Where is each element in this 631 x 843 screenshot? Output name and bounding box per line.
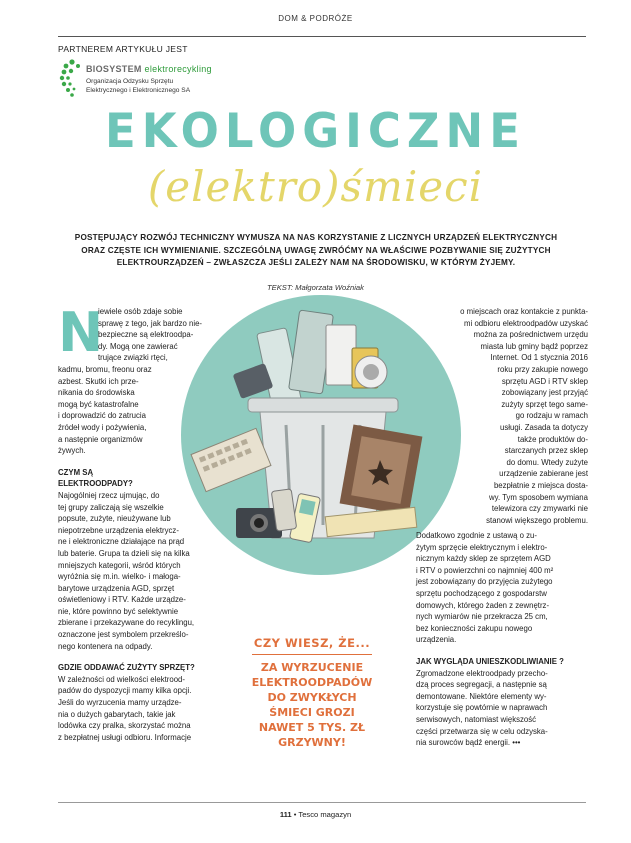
text-line: zużyty sprzęt tego same- <box>501 399 588 409</box>
text-line: wy. Tym sposobem wymiana <box>489 492 588 502</box>
text-line: nikania do środowiska <box>58 388 135 398</box>
text-line: do domu. Wtedy zużyte <box>506 457 588 467</box>
text-line: nych wymiarów nie przekracza 25 cm, <box>416 612 548 622</box>
text-line: iewiele osób zdaje sobie <box>98 307 183 316</box>
left-intro-block <box>98 306 232 364</box>
headline-main: EKOLOGICZNE <box>105 102 526 159</box>
text-line: źródeł wody i pożywienia, <box>58 422 147 432</box>
tip-line: NAWET 5 TYS. ZŁ <box>258 721 366 734</box>
subheading: GDZIE ODDAWAĆ ZUŻYTY SPRZĘT? <box>58 663 195 673</box>
text-line: części przetwarza się w celu odzyska- <box>416 726 548 736</box>
text-line: urządzenie zabierane jest <box>499 469 588 479</box>
text-line: zbierane i przekazywane do recyklingu, <box>58 618 195 628</box>
text-line: domowych, którego żaden z zewnętrz- <box>416 600 550 610</box>
text-line: Dodatkowo zgodnie z ustawą o zu- <box>416 531 537 540</box>
partner-label: PARTNEREM ARTYKUŁU JEST <box>58 44 188 54</box>
text-line: demontowane. Niektóre elementy wy- <box>416 691 547 701</box>
subheading: ELEKTROODPADY? <box>58 479 133 489</box>
tip-line: GRZYWNY! <box>278 736 346 749</box>
text-line: z bezpłatnej usługi odbioru. Informacje <box>58 732 192 742</box>
left-column-body <box>58 364 238 743</box>
text-line: nia o dużych gabarytach, takie jak <box>58 709 176 719</box>
text-line: go rodzaju w ramach <box>515 411 588 421</box>
text-line: bezpłatnie z miejsca dosta- <box>493 480 588 490</box>
text-line: padów do dyspozycji mamy kilka opcji. <box>58 686 192 696</box>
text-line: nie, które powinno być selektywnie <box>58 606 179 616</box>
text-line: i doprowadzić do zatrucia <box>58 411 146 421</box>
text-line: żytym sprzęcie elektrycznym i elektro- <box>416 542 548 552</box>
headline-script: (elektro)śmieci <box>147 162 484 211</box>
did-you-know-body <box>244 660 380 750</box>
text-line: telewizora czy zmywarki nie <box>491 504 588 514</box>
page-footer <box>0 810 631 819</box>
text-line: ne i elektroniczne działające na prąd <box>58 537 185 547</box>
text-line: starczanych przez sklep <box>504 446 588 456</box>
section-label: DOM & PODRÓŻE <box>278 14 353 23</box>
text-line: sprawę z tego, jak bardzo nie- <box>98 318 203 328</box>
subheading: CZYM SĄ <box>58 467 94 477</box>
text-line: tej grupy zaliczają się wszelkie <box>58 502 164 512</box>
text-line: lub baterie. Grupa ta dzieli się na kilka <box>58 548 190 558</box>
text-line: bezpieczne są elektroodpa- <box>98 330 194 340</box>
text-line: azbest. Skutki ich prze- <box>58 376 139 386</box>
text-line: Internet. Od 1 stycznia 2016 <box>490 353 588 363</box>
text-line: popsute, zużyte, nieużywane lub <box>58 514 171 524</box>
brand-name <box>86 64 212 74</box>
magazine-name: • Tesco magazyn <box>293 810 352 819</box>
tip-line: ELEKTROODPADÓW <box>251 676 373 689</box>
text-line: lodówka czy pralka, skorzystać można <box>58 721 191 731</box>
text-line: mniejszych kategorii, wśród których <box>58 560 181 570</box>
did-you-know-heading: CZY WIESZ, ŻE... <box>253 636 371 650</box>
biosystem-logo-icon <box>58 58 86 98</box>
author-credit: TEKST: Małgorzata Woźniak <box>267 283 364 292</box>
text-line: kadmu, bromu, freonu oraz <box>58 365 152 374</box>
text-line: wyróżnia się m.in. wielko- i małoga- <box>58 572 181 582</box>
text-line: Jeśli do wyrzucenia mamy urządze- <box>58 698 182 708</box>
header-rule <box>58 36 586 37</box>
brand-part-b: elektrorecykling <box>144 64 212 74</box>
footer-rule <box>58 802 586 803</box>
org-description <box>86 78 190 95</box>
text-line: roku przy zakupie nowego <box>497 364 588 374</box>
page-number: 111 <box>279 810 292 819</box>
text-line: także produktów do- <box>517 434 588 444</box>
text-line: nia surowców bądź energii. ••• <box>416 738 521 748</box>
text-line: można za pośrednictwem urzędu <box>473 330 588 340</box>
tip-line: ŚMIECI GROZI <box>269 706 355 719</box>
subheading: JAK WYGLĄDA UNIESZKODLIWIANIE ? <box>416 656 564 666</box>
org-line: Organizacja Odzysku Sprzętu <box>86 78 174 85</box>
text-line: stanowi większego problemu. <box>486 515 588 525</box>
text-line: Zgromadzone elektroodpady przecho- <box>416 668 548 678</box>
text-line: o miejscach oraz kontakcie z punkta- <box>460 307 588 316</box>
text-line: miasta lub gminy bądź poprzez <box>480 341 588 351</box>
right-column-upper <box>398 306 588 526</box>
text-line: korzystuje się powtórnie w naprawach <box>416 703 548 713</box>
brand-part-a: BIOSYSTEM <box>86 64 142 74</box>
drop-cap: N <box>58 301 104 364</box>
text-line: bez konieczności zakupu nowego <box>416 623 533 633</box>
text-line: zobowiązany jest przyjąć <box>501 388 588 398</box>
text-line: W zależności od wielkości elektrood- <box>58 674 185 684</box>
text-line: a następnie organizmów <box>58 434 143 444</box>
text-line: Najogólniej rzecz ujmując, do <box>58 490 160 500</box>
lead-paragraph: POSTĘPUJĄCY ROZWÓJ TECHNICZNY WYMUSZA NA NAS KORZYSTANIE Z LICZNYCH URZĄDZEŃ ELEKTRYCZNYCH ORAZ CZĘSTE ICH WYMIENIANIE. SZCZEGÓLNĄ UWAGĘ ZWRÓĆMY NA WŁAŚCIWE POZBYWANIE SIĘ ZUŻYTYCH ELEKTROURZĄDZEŃ – ZWŁASZCZA JEŚLI ZALEŻY NAM NA ŚRODOWISKU, W KTÓRYM ŻYJEMY. <box>74 233 558 267</box>
text-line: jest zobowiązany do przyjęcia zużytego <box>416 577 553 587</box>
text-line: nego kontenera na odpady. <box>58 641 153 651</box>
text-line: niepotrzebne urządzenia elektrycz- <box>58 525 179 535</box>
text-line: dzą proces segregacji, a następnie są <box>416 680 547 690</box>
text-line: sprzętu AGD i RTV sklep <box>501 376 588 386</box>
right-column-lower <box>416 530 588 749</box>
text-line: trujące związki rtęci, <box>98 353 168 363</box>
text-line: oświetleniowy i RTV. Każde urządze- <box>58 595 186 605</box>
text-line: serwisowych, natomiast większość <box>416 714 537 724</box>
tip-line: DO ZWYKŁYCH <box>267 691 357 704</box>
text-line: barytowe urządzenia AGD, sprzęt <box>58 583 175 593</box>
text-line: żywych. <box>58 446 86 456</box>
text-line: nicznym każdy sklep ze sprzętem AGD <box>416 554 551 564</box>
text-line: oznaczone jest symbolem przekreślo- <box>58 630 189 640</box>
text-line: i RTV o powierzchni co najmniej 400 m² <box>416 565 554 575</box>
tip-line: ZA WYRZUCENIE <box>260 661 364 674</box>
org-line: Elektrycznego i Elektronicznego SA <box>86 86 191 94</box>
text-line: mi odbioru elektroodpadów uzyskać <box>464 318 588 328</box>
did-you-know-rule <box>252 654 372 655</box>
text-line: urządzenia. <box>416 635 457 645</box>
text-line: dy. Mogą one zawierać <box>98 341 178 351</box>
text-line: usługi. Zasada ta dotyczy <box>500 422 588 432</box>
text-line: mogą być katastrofalne <box>58 399 139 409</box>
text-line: sprzętu pochodzącego z gospodarstw <box>416 588 547 598</box>
